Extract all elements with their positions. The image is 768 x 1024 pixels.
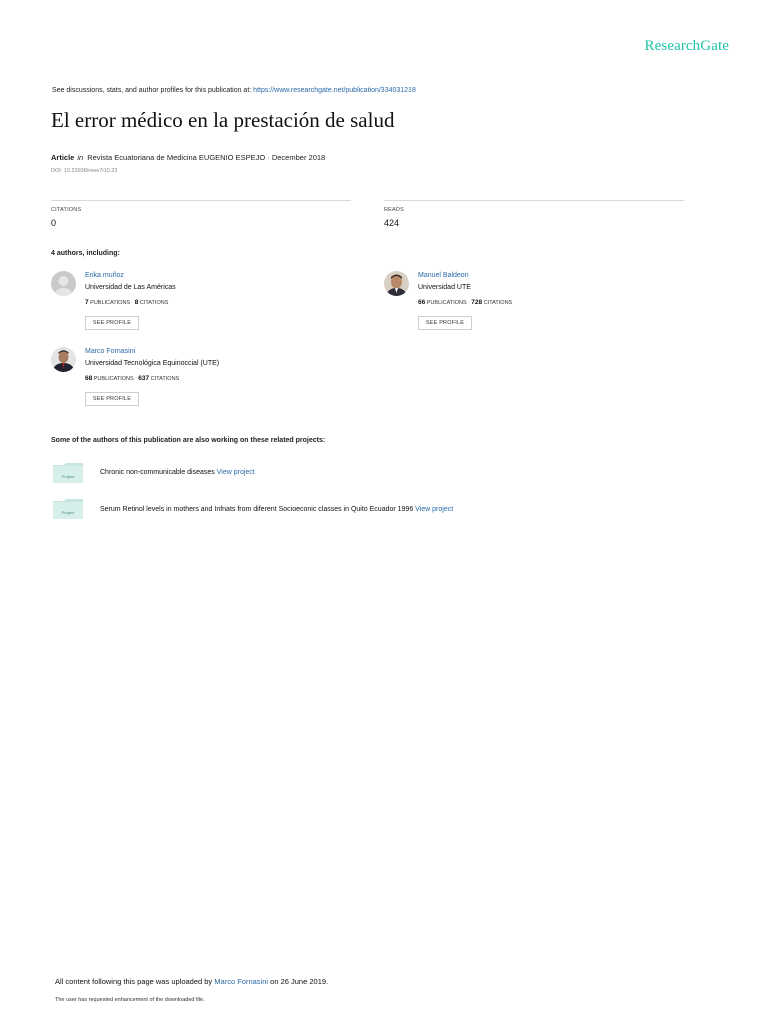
reads-value: 424: [384, 218, 400, 228]
avatar[interactable]: [51, 271, 76, 296]
upload-note: [55, 977, 328, 986]
citations-label: CITATIONS: [139, 300, 169, 306]
researchgate-logo[interactable]: ResearchGate: [644, 38, 729, 54]
publication-title: El error médico en la prestación de salud: [51, 108, 395, 132]
avatar[interactable]: [51, 347, 76, 372]
author-institution: Universidad UTE: [418, 284, 471, 291]
author-name-link[interactable]: Marco Fornasini: [85, 348, 136, 355]
upload-prefix: All content following this page was uploaded by: [55, 977, 215, 986]
publications-label: PUBLICATIONS: [90, 300, 131, 306]
author-card-marco: [51, 347, 351, 417]
author-name-link[interactable]: Manuel Baldeon: [418, 272, 469, 279]
view-project-link[interactable]: View project: [415, 506, 454, 513]
reads-label: READS: [384, 207, 404, 213]
author-publications-count: 66: [418, 299, 426, 306]
see-profile-button[interactable]: SEE PROFILE: [418, 316, 472, 330]
author-card-erika: [51, 271, 351, 341]
citations-label: CITATIONS: [483, 300, 513, 306]
project-text: Serum Retinol levels in mothers and Infnats from diferent Socioeconic classes in Quito Ecuador 1996: [100, 506, 416, 513]
discussion-line: [52, 87, 416, 94]
project-title: [100, 506, 453, 513]
author-card-manuel: [384, 271, 684, 341]
reads-divider: [384, 200, 684, 201]
author-stats: [418, 299, 512, 306]
in-word: in: [77, 153, 84, 162]
publication-meta: [51, 153, 325, 162]
project-folder-icon: [53, 463, 83, 483]
project-folder-icon: [53, 499, 83, 519]
author-citations-count: 637: [138, 375, 150, 382]
enhancement-note: The user has requested enhancement of the downloaded file.: [55, 997, 205, 1003]
citations-label: CITATIONS: [150, 376, 180, 382]
author-citations-count: 728: [471, 299, 483, 306]
view-project-link[interactable]: View project: [216, 469, 255, 476]
author-photo-icon: [384, 271, 409, 296]
project-icon-label: Project: [61, 510, 75, 515]
project-title: [100, 469, 255, 476]
author-name-link[interactable]: Erika muñoz: [85, 272, 124, 279]
author-institution: Universidad Tecnológica Equinoccial (UTE): [85, 360, 220, 367]
publication-url-link[interactable]: https://www.researchgate.net/publication/334031218: [253, 87, 416, 94]
authors-heading: 4 authors, including:: [51, 250, 120, 257]
author-stats: [85, 375, 179, 382]
publication-venue-date: Revista Ecuatoriana de Medicina EUGENIO ESPEJO · December 2018: [87, 153, 326, 162]
publication-doi: DOI: 10.23938/reee7i10.23: [51, 168, 118, 174]
project-text: Chronic non-communicable diseases: [100, 469, 217, 476]
citations-label: CITATIONS: [51, 207, 82, 213]
author-photo-icon: [51, 347, 76, 372]
project-item: [53, 463, 83, 488]
author-publications-count: 7: [85, 299, 89, 306]
publications-label: PUBLICATIONS: [93, 376, 134, 382]
discussion-text: See discussions, stats, and author profiles for this publication at:: [52, 87, 254, 94]
author-citations-count: 8: [134, 299, 139, 306]
uploader-link[interactable]: Marco Fornasini: [214, 977, 269, 986]
citations-value: 0: [51, 218, 57, 228]
see-profile-button[interactable]: SEE PROFILE: [85, 392, 139, 406]
avatar[interactable]: [384, 271, 409, 296]
publication-type: Article: [51, 153, 75, 162]
author-stats: [85, 299, 168, 306]
project-item: [53, 499, 83, 524]
project-icon-label: Project: [61, 474, 75, 479]
projects-heading: Some of the authors of this publication are also working on these related projects:: [51, 437, 326, 444]
author-publications-count: 68: [85, 375, 93, 382]
see-profile-button[interactable]: SEE PROFILE: [85, 316, 139, 330]
upload-suffix: on 26 June 2019.: [268, 977, 329, 986]
citations-divider: [51, 200, 351, 201]
default-avatar-icon: [51, 271, 76, 296]
publications-label: PUBLICATIONS: [426, 300, 467, 306]
author-institution: Universidad de Las Américas: [85, 284, 176, 291]
